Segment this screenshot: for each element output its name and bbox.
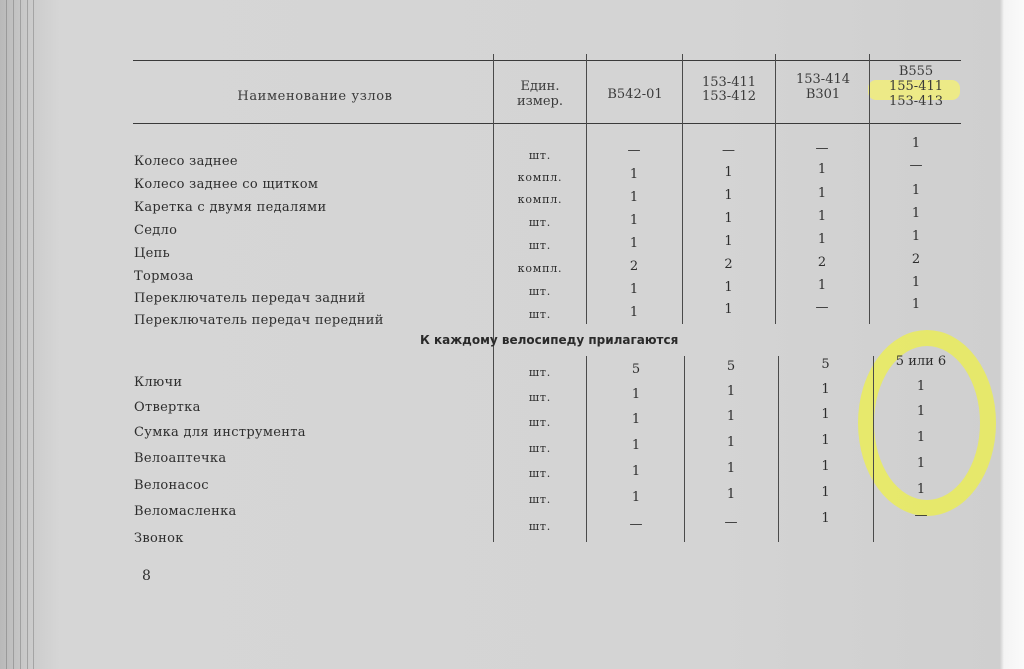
value-cell: 1: [726, 384, 736, 399]
value-cell: 1: [631, 412, 641, 427]
header-bottom-rule: [133, 123, 961, 124]
part-name: Седло: [134, 223, 178, 238]
column-header-model: B555: [898, 64, 934, 79]
unit-cell: шт.: [528, 149, 552, 162]
page-edge: [6, 0, 7, 669]
unit-cell: шт.: [528, 520, 552, 533]
value-cell: 1: [916, 430, 926, 445]
section-title: К каждому велосипеду прилагаются: [420, 333, 679, 347]
value-cell: 2: [724, 257, 733, 272]
column-header-model: 153-414: [795, 72, 851, 87]
value-cell: 1: [629, 167, 639, 182]
part-name: Переключатель передач передний: [134, 313, 384, 328]
value-cell: 1: [629, 305, 639, 320]
column-header-model: 153-411: [701, 75, 757, 90]
value-cell: 1: [629, 282, 639, 297]
value-cell: 1: [821, 459, 830, 474]
value-cell: 1: [631, 438, 641, 453]
value-cell: 1: [817, 232, 827, 247]
value-cell: 1: [821, 433, 830, 448]
value-cell: 1: [817, 162, 827, 177]
accessory-name: Велоаптечка: [134, 451, 227, 466]
unit-cell: шт.: [528, 493, 552, 506]
table-top-rule: [133, 60, 961, 61]
value-cell: —: [722, 143, 735, 158]
value-cell: 1: [631, 387, 641, 402]
value-cell: 1: [724, 280, 733, 295]
column-header-model: 153-412: [701, 89, 757, 104]
value-cell: 1: [724, 188, 733, 203]
column-divider: [493, 54, 494, 542]
page-edge: [33, 0, 34, 669]
unit-cell: шт.: [528, 366, 552, 379]
accessory-name: Велонасос: [134, 478, 209, 493]
value-cell: 1: [916, 482, 926, 497]
column-header-model: 153-413: [888, 94, 944, 109]
unit-cell: компл.: [517, 262, 563, 275]
unit-cell: компл.: [517, 171, 563, 184]
unit-cell: шт.: [528, 391, 552, 404]
part-name: Переключатель передач задний: [134, 291, 366, 306]
value-cell: 1: [631, 490, 641, 505]
value-cell: 1: [817, 278, 827, 293]
value-cell: 1: [629, 236, 639, 251]
column-header-model: 155-411: [888, 79, 944, 94]
value-cell: 2: [817, 255, 827, 270]
value-cell: 1: [911, 297, 921, 312]
part-name: Цепь: [134, 246, 170, 261]
value-cell: 1: [726, 435, 736, 450]
value-cell: 1: [817, 209, 827, 224]
unit-cell: шт.: [528, 216, 552, 229]
value-cell: 1: [629, 213, 639, 228]
value-cell: 1: [916, 379, 926, 394]
page-edge: [20, 0, 21, 669]
value-cell: 2: [629, 259, 639, 274]
part-name: Каретка с двумя педалями: [134, 200, 327, 215]
unit-cell: шт.: [528, 308, 552, 321]
value-cell: —: [815, 300, 829, 315]
value-cell: 1: [724, 165, 733, 180]
accessory-name: Звонок: [134, 531, 184, 546]
part-name: Колесо заднее: [134, 154, 238, 169]
value-cell: 1: [821, 407, 830, 422]
unit-cell: шт.: [528, 285, 552, 298]
unit-cell: шт.: [528, 416, 552, 429]
value-cell: 1: [726, 409, 736, 424]
value-cell: 1: [817, 186, 827, 201]
value-cell: 1: [911, 229, 921, 244]
value-cell: 5: [726, 359, 736, 374]
value-cell: 2: [911, 252, 921, 267]
value-cell: 1: [911, 183, 921, 198]
value-cell: 5: [821, 357, 830, 372]
value-cell: 1: [631, 464, 641, 479]
value-cell: 1: [821, 485, 830, 500]
value-cell: 1: [726, 487, 736, 502]
value-cell: 1: [724, 302, 733, 317]
value-cell: 1: [726, 461, 736, 476]
unit-cell: шт.: [528, 239, 552, 252]
column-header-unit-line1: Един.: [520, 79, 560, 94]
value-cell: —: [724, 515, 738, 530]
unit-cell: шт.: [528, 467, 552, 480]
unit-cell: шт.: [528, 442, 552, 455]
column-header-name: Наименование узлов: [237, 89, 393, 104]
part-name: Тормоза: [134, 269, 194, 284]
accessory-name: Ключи: [134, 375, 183, 390]
value-cell: 5 или 6: [895, 354, 947, 369]
column-header-unit-line2: измер.: [516, 94, 563, 109]
column-header-model: B542-01: [607, 87, 663, 102]
value-cell: 1: [724, 234, 733, 249]
value-cell: 1: [916, 404, 926, 419]
page-edge: [27, 0, 28, 669]
value-cell: —: [909, 158, 923, 173]
value-cell: 1: [629, 190, 639, 205]
page-edge: [13, 0, 14, 669]
value-cell: 1: [911, 206, 921, 221]
value-cell: 5: [631, 362, 641, 377]
value-cell: 1: [724, 211, 733, 226]
column-divider: [586, 356, 587, 542]
value-cell: 1: [821, 382, 830, 397]
value-cell: 1: [911, 136, 921, 151]
value-cell: —: [629, 517, 643, 532]
value-cell: 1: [821, 511, 830, 526]
value-cell: —: [815, 141, 829, 156]
value-cell: 1: [911, 275, 921, 290]
accessory-name: Сумка для инструмента: [134, 425, 306, 440]
value-cell: —: [627, 143, 641, 158]
accessory-name: Отвертка: [134, 400, 201, 415]
value-cell: —: [914, 508, 928, 523]
column-header-model: B301: [805, 87, 841, 102]
unit-cell: компл.: [517, 193, 563, 206]
accessory-name: Веломасленка: [134, 504, 237, 519]
part-name: Колесо заднее со щитком: [134, 177, 319, 192]
page-number: 8: [142, 568, 151, 584]
value-cell: 1: [916, 456, 926, 471]
